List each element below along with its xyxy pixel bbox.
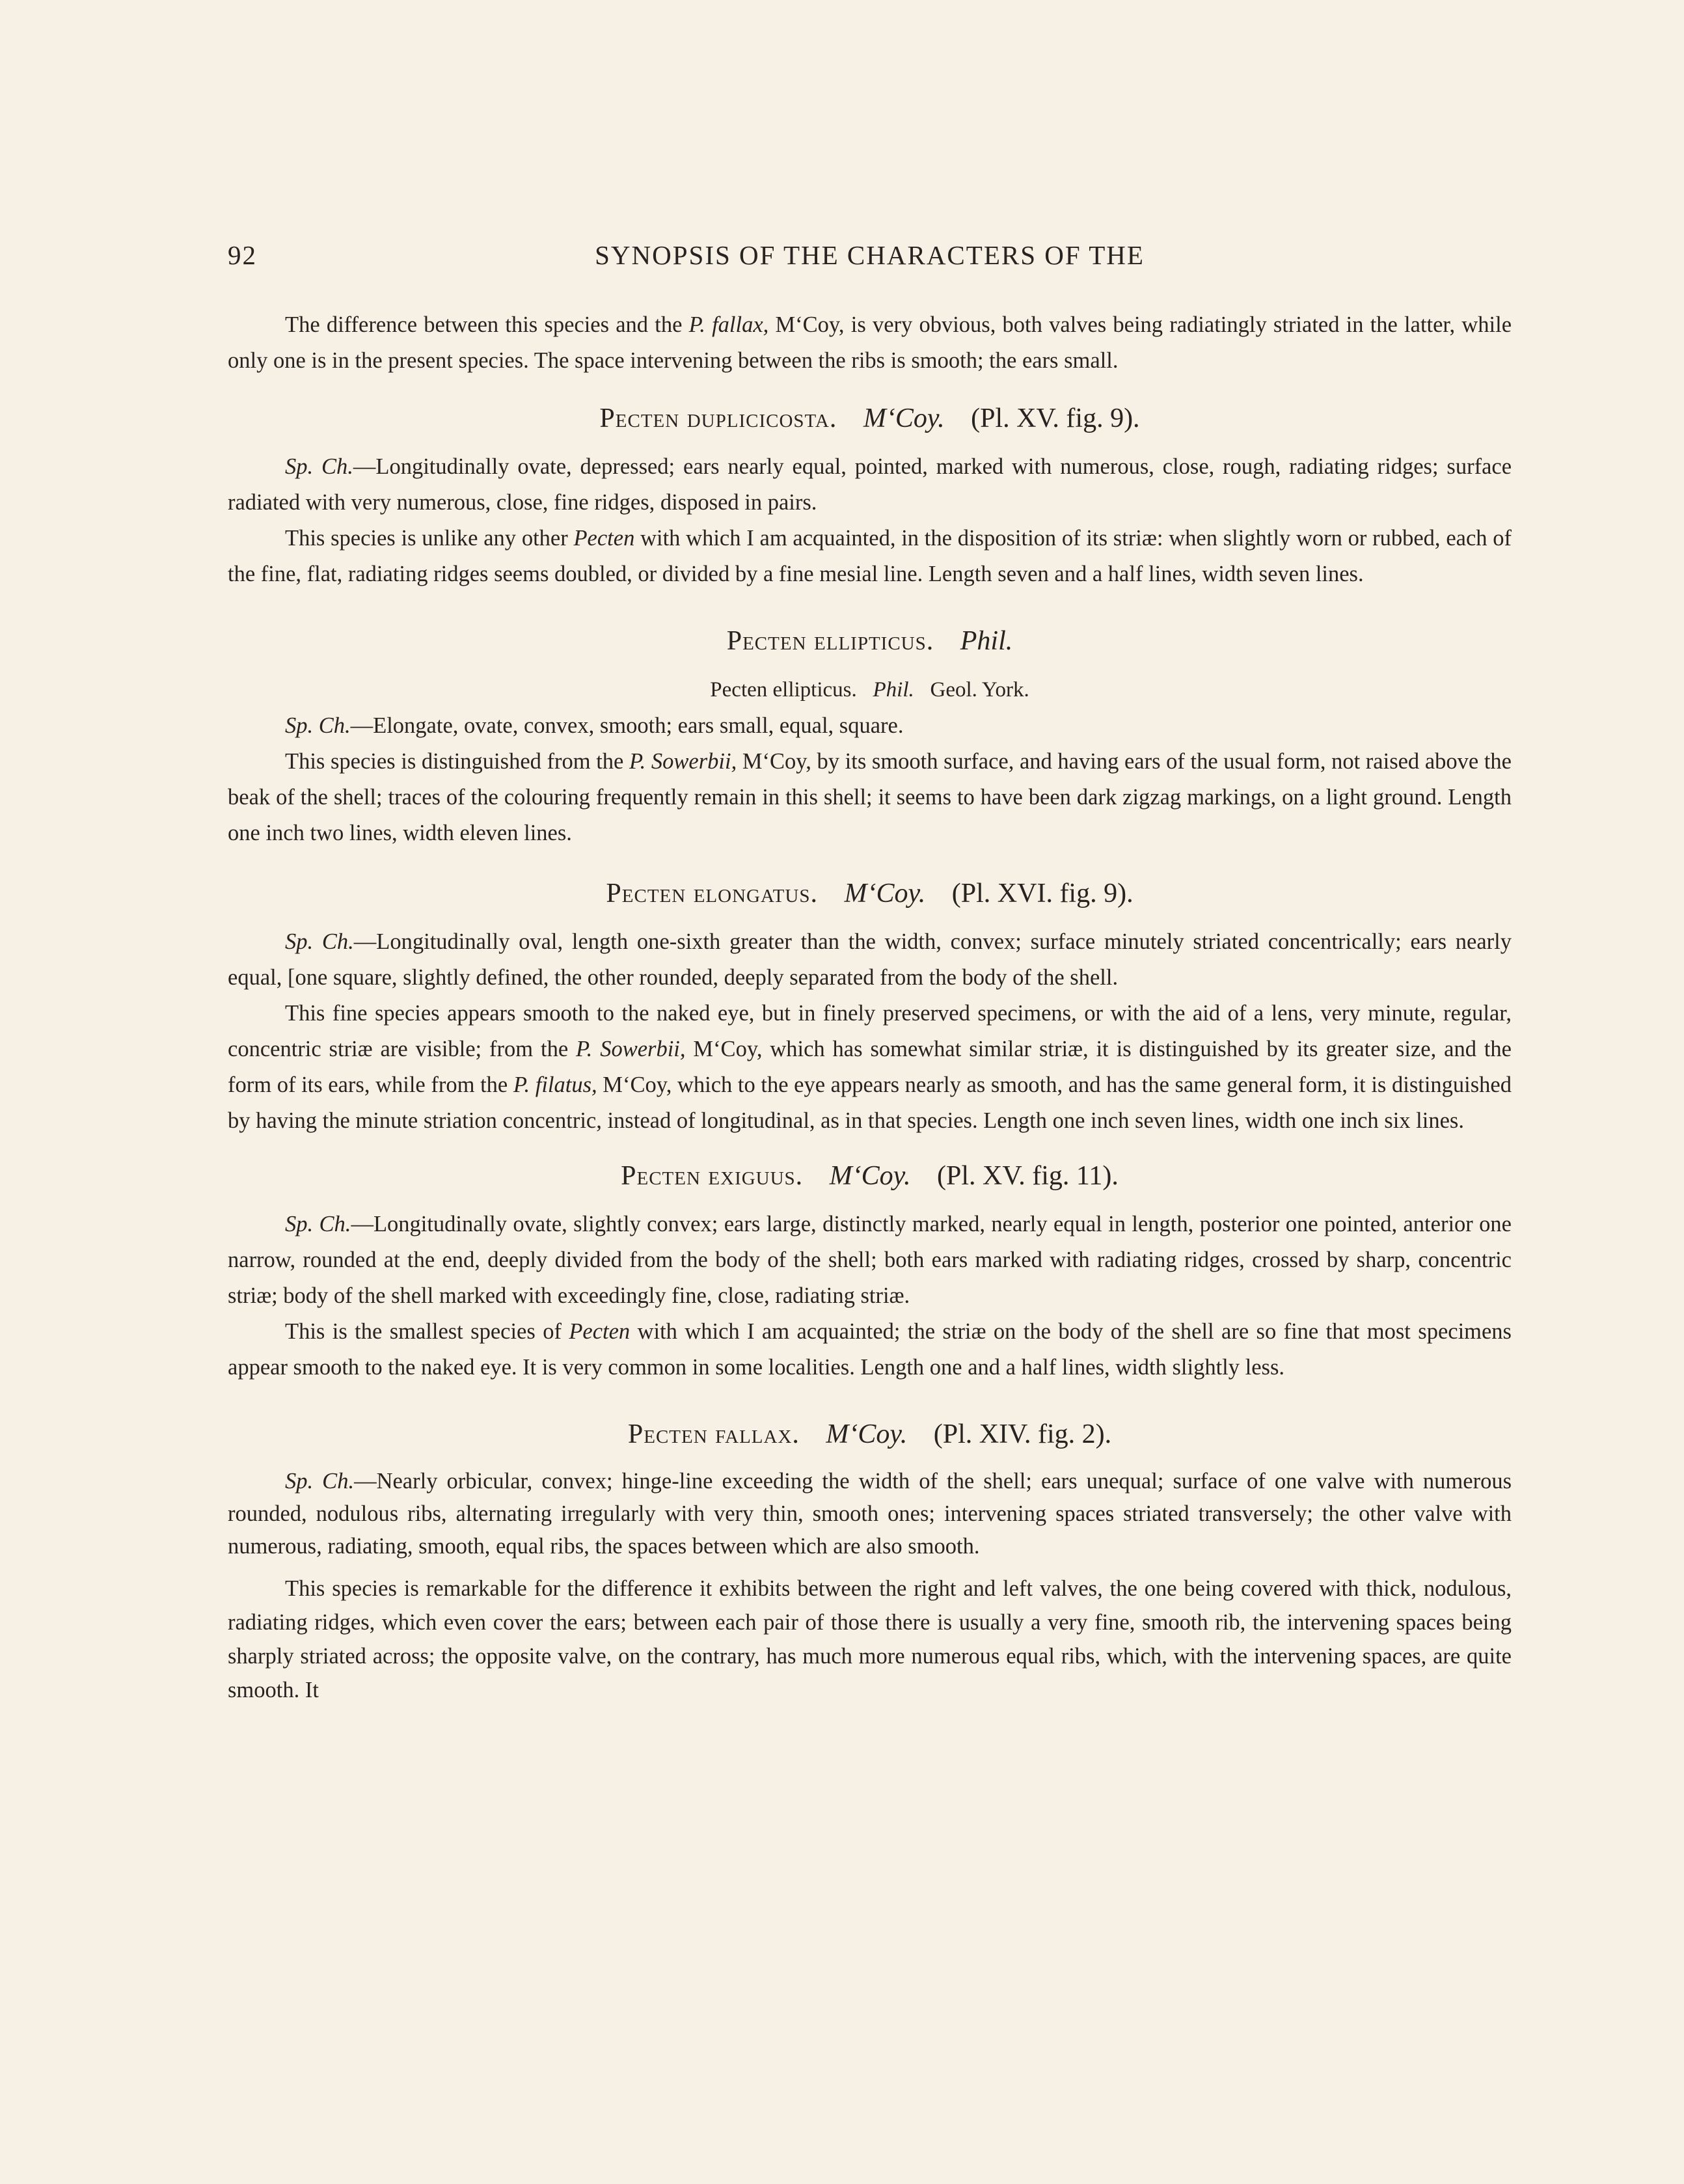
specific-characters-paragraph — [228, 708, 1512, 744]
specific-characters-paragraph — [228, 449, 1512, 521]
species-author: M‘Coy. — [844, 879, 926, 908]
species-ref: P. fallax, — [688, 312, 769, 337]
sp-ch-text: —Longitudinally ovate, slightly convex; ears large, distinctly marked, nearly equal in length, posterior one pointed, anterior one narrow, rounded at the end, deeply divided from the body of the shell; both ears marked with radiating ridges, crossed by sharp, concentric striæ; body of the shell marked with exceedingly fine, close, radiating striæ. — [228, 1212, 1512, 1308]
plate-reference: (Pl. XVI. fig. 9). — [951, 879, 1134, 908]
synonymy-line — [228, 672, 1512, 708]
species-ref: P. filatus, — [513, 1072, 597, 1097]
plate-reference: (Pl. XV. fig. 9). — [971, 403, 1140, 433]
intro-paragraph — [228, 307, 1512, 379]
species-heading-elongatus — [228, 871, 1512, 916]
desc-text: This species is distinguished from the — [285, 749, 630, 774]
sp-ch-label: Sp. Ch. — [285, 929, 354, 954]
desc-text: This species is unlike any other — [285, 526, 574, 551]
desc-text-cont: M‘Coy, by its smooth surface, and having ears of the usual form, not raised above the beak of the shell; traces of the colouring frequently remain in this shell; it seems to have been dark zigzag markings, on a light ground. Length one inch two lines, width eleven lines. — [228, 749, 1512, 845]
species-author: M‘Coy. — [863, 403, 945, 433]
sp-ch-text: —Nearly orbicular, convex; hinge-line exceeding the width of the shell; ears unequal; surface of one valve with numerous rounded, nodulous ribs, alternating irregularly with very thin, smooth ones; intervening spaces striated transversely; the other valve with numerous, radiating, smooth, equal ribs, the spaces between which are also smooth. — [228, 1469, 1512, 1559]
species-author: M‘Coy. — [826, 1419, 908, 1449]
species-ref: P. Sowerbii, — [576, 1037, 686, 1061]
page-number: 92 — [228, 240, 257, 270]
sp-ch-label: Sp. Ch. — [285, 1469, 355, 1494]
description-paragraph — [228, 1314, 1512, 1385]
sp-ch-label: Sp. Ch. — [285, 454, 353, 479]
plate-reference: (Pl. XV. fig. 11). — [937, 1161, 1119, 1191]
sp-ch-text: —Longitudinally ovate, depressed; ears nearly equal, pointed, marked with numerous, close, rough, radiating ridges; surface radiated with very numerous, close, fine ridges, disposed in pairs. — [228, 454, 1512, 515]
desc-text: This fine species appears smooth to the naked eye, but in finely preserved specimens, or with the aid of a lens, very minute, regular, concentric striæ are visible; from the — [228, 1001, 1512, 1061]
description-paragraph — [228, 521, 1512, 592]
species-heading-duplicicosta — [228, 396, 1512, 441]
synonym-author: Phil. — [873, 678, 914, 702]
genus-ref: Pecten — [569, 1319, 631, 1344]
specific-characters-paragraph — [228, 1465, 1512, 1563]
desc-text-end: M‘Coy, which to the eye appears nearly as smooth, and has the same general form, it is distinguished by having the minute striation concentric, instead of longitudinal, as in that species. Length one inch seven lines, width one inch six lines. — [228, 1072, 1512, 1133]
sp-ch-text: —Longitudinally oval, length one-sixth greater than the width, convex; surface minutely striated concentrically; ears nearly equal, [one square, slightly defined, the other rounded, deeply separated from the body of the shell. — [228, 929, 1512, 990]
desc-text-cont: with which I am acquainted; the striæ on the body of the shell are so fine that most specimens appear smooth to the naked eye. It is very common in some localities. Length one and a half lines, width slightly less. — [228, 1319, 1512, 1380]
sp-ch-label: Sp. Ch. — [285, 1212, 351, 1236]
species-name: Pecten duplicicosta. — [599, 403, 837, 433]
sp-ch-text: —Elongate, ovate, convex, smooth; ears small, equal, square. — [350, 713, 904, 738]
intro-text: The difference between this species and the — [285, 312, 689, 337]
description-paragraph — [228, 744, 1512, 851]
plate-reference: (Pl. XIV. fig. 2). — [933, 1419, 1112, 1449]
running-head — [228, 239, 1512, 279]
desc-text-cont: M‘Coy, which has somewhat similar striæ, it is distinguished by its greater size, and the form of its ears, while from the — [228, 1037, 1512, 1097]
synonym-name: Pecten ellipticus. — [710, 678, 857, 702]
species-heading-fallax — [228, 1412, 1512, 1457]
species-author: M‘Coy. — [829, 1161, 911, 1191]
species-author: Phil. — [960, 626, 1013, 656]
desc-text-cont: with which I am acquainted, in the disposition of its striæ: when slightly worn or rubbed, each of the fine, flat, radiating ridges seems doubled, or divided by a fine mesial line. Length seven and a half lines, width seven lines. — [228, 526, 1512, 586]
species-heading-ellipticus — [228, 618, 1512, 664]
specific-characters-paragraph — [228, 924, 1512, 996]
species-name: Pecten elongatus. — [606, 879, 818, 908]
intro-text-cont: M‘Coy, is very obvious, both valves being radiatingly striated in the latter, while only one is in the present species. The space intervening between the ribs is smooth; the ears small. — [228, 312, 1512, 373]
genus-ref: Pecten — [573, 526, 635, 551]
description-paragraph — [228, 996, 1512, 1139]
sp-ch-label: Sp. Ch. — [285, 713, 351, 738]
specific-characters-paragraph — [228, 1207, 1512, 1314]
desc-text: This is the smallest species of — [285, 1319, 569, 1344]
synonym-reference: Geol. York. — [930, 678, 1029, 702]
species-name: Pecten ellipticus. — [726, 626, 934, 656]
species-ref: P. Sowerbii, — [629, 749, 737, 774]
species-heading-exiguus — [228, 1153, 1512, 1199]
desc-text: This species is remarkable for the difference it exhibits between the right and left valves, the one being covered with thick, nodulous, radiating ridges, which even cover the ears; between each pair of those there is usually a very fine, smooth rib, the intervening spaces being sharply striated across; the opposite valve, on the contrary, has much more numerous equal ribs, which, with the intervening spaces, are quite smooth. It — [228, 1576, 1512, 1702]
species-name: Pecten fallax. — [627, 1419, 800, 1449]
species-name: Pecten exiguus. — [621, 1161, 804, 1191]
description-paragraph — [228, 1572, 1512, 1707]
running-title: SYNOPSIS OF THE CHARACTERS OF THE — [595, 240, 1145, 270]
